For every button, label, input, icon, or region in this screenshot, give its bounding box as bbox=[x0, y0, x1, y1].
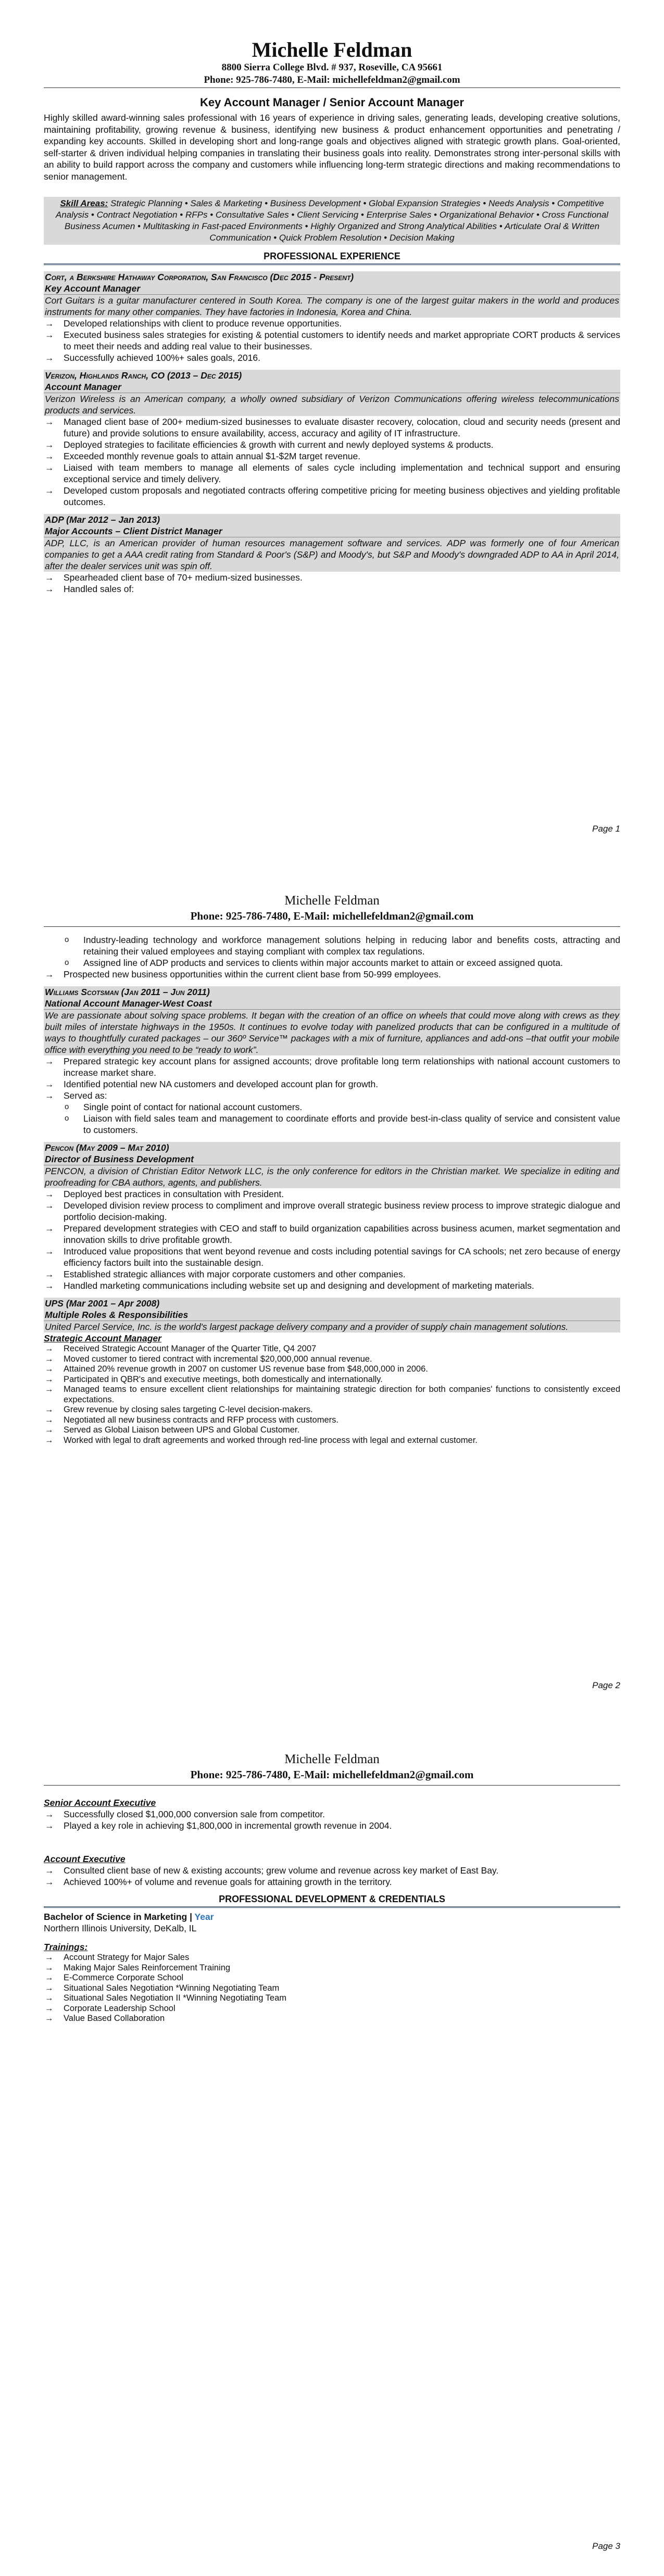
job-header-cort bbox=[44, 271, 620, 294]
list-item: → Prepared development strategies with CEO and staff to build organization capabilities across business acumen, market segmentation and innovation skills to drive profitable growth. bbox=[44, 1223, 620, 1246]
list-item: → Worked with legal to draft agreements and worked through red-line process with legal and external customer. bbox=[44, 1436, 620, 1446]
list-item: → Served as Global Liaison between UPS and Global Customer. bbox=[44, 1425, 620, 1436]
ups-exec-title: Account Executive bbox=[44, 1854, 126, 1864]
list-item: → Developed custom proposals and negotiated contracts offering competitive pricing for meeting business objectives and yielding profitable outcomes. bbox=[44, 485, 620, 508]
job-description-williams: We are passionate about solving space problems. It began with the creation of an office on wheels that could move along with crews as they built miles of interstate highways in the 1950s. It continues to evolve today with panelized products that can be configured in a multitude of ways to thoughtfully curated packages – our 360º Service™ packages with a mix of furniture, appliances and add-ons –that outfit your mobile office with everything you need to be “ready to work”. bbox=[45, 1010, 619, 1055]
job-bullets-verizon bbox=[44, 416, 620, 508]
list-item: o Industry-leading technology and workforce management solutions helping in reducing labor and benefits costs, attracting and retaining their valued employees and staying compliant with complex tax regulations. bbox=[64, 934, 620, 957]
job-company: Williams Scotsman (Jan 2011 – Jun 2011) bbox=[45, 987, 210, 997]
list-item: → Prepared strategic key account plans for assigned accounts; drove profitable long term relationships with national account customers to increase market share. bbox=[44, 1055, 620, 1078]
job-company: Pencon (May 2009 – Mat 2010) bbox=[45, 1142, 169, 1153]
trainings-list bbox=[44, 1953, 620, 2024]
list-item: → Corporate Leadership School bbox=[44, 2004, 620, 2014]
job-role: Multiple Roles & Responsibilities bbox=[45, 1310, 189, 1320]
list-item: → Successfully achieved 100%+ sales goals, 2016. bbox=[44, 352, 620, 363]
job-description-adp: ADP, LLC, is an American provider of human resources management software and services. ADP was formerly one of four American companies to get a AAA credit rating from Standard & Poor's (S&P) and Moody's, but S&P and Moody's downgraded ADP to AA in April 2014, after the dealer services unit was spin off. bbox=[45, 538, 619, 571]
list-item: → Consulted client base of new & existing accounts; grew volume and revenue across key market of East Bay. bbox=[44, 1865, 620, 1876]
list-item: → Introduced value propositions that went beyond revenue and costs including potential savings for CA schools; net zero because of energy efficiency factors built into the sustainable design. bbox=[44, 1246, 620, 1268]
page-3 bbox=[0, 1717, 664, 2576]
page-number: Page 1 bbox=[592, 824, 620, 834]
page-1 bbox=[0, 0, 664, 859]
list-item: → Achieved 100%+ of volume and revenue goals for attaining growth in the territory. bbox=[44, 1876, 620, 1888]
summary-paragraph: Highly skilled award-winning sales professional with 16 years of experience in driving sales, generating leads, developing creative solutions, maintaining profitability, growing revenue & business, identifying new business & product enhancement opportunities and penetrating / expanding key accounts. Skilled in developing short and long-range goals and objectives aligned with strategic growth plans. Goal-oriented, self-starter & driven individual helping companies in translating their business goals into reality. Demonstrates strong inter-personal skills with an ability to build rapport across the company and customers while influencing long-term strategic directions and making recommendations to senior management. bbox=[44, 112, 620, 182]
list-item: → Account Strategy for Major Sales bbox=[44, 1953, 620, 1963]
list-item: → Received Strategic Account Manager of the Quarter Title, Q4 2007 bbox=[44, 1344, 620, 1354]
contact-line: Phone: 925-786-7480, E-Mail: michellefeldman2@gmail.com bbox=[44, 74, 620, 88]
list-item: → Spearheaded client base of 70+ medium-sized businesses. bbox=[44, 572, 620, 583]
skill-areas bbox=[44, 197, 620, 245]
degree-year: Year bbox=[194, 1912, 214, 1922]
page-number: Page 3 bbox=[592, 2541, 620, 2551]
job-company: Verizon, Highlands Ranch, CO (2013 – Dec 2015) bbox=[45, 370, 242, 381]
candidate-name: Michelle Feldman bbox=[284, 1752, 380, 1766]
ups-senior-title: Senior Account Executive bbox=[44, 1798, 156, 1808]
list-item: → Executed business sales strategies for existing & potential customers to identify needs and market appropriate CORT products & services to meet their needs and adding real value to their businesses. bbox=[44, 329, 620, 352]
list-item: → Established strategic alliances with major corporate customers and other companies. bbox=[44, 1268, 620, 1280]
adp-after-bullets bbox=[44, 969, 620, 980]
job-header-williams bbox=[44, 986, 620, 1009]
list-item: → Deployed best practices in consultation with President. bbox=[44, 1188, 620, 1200]
list-item: o Assigned line of ADP products and services to clients within major accounts market to attain or exceed assigned quota. bbox=[64, 957, 620, 969]
list-item: → Identified potential new NA customers and developed account plan for growth. bbox=[44, 1078, 620, 1090]
page-number: Page 2 bbox=[592, 1680, 620, 1690]
list-item: → Handled sales of: bbox=[44, 583, 620, 595]
list-item: → Deployed strategies to facilitate efficiencies & growth with current and newly deployed systems & products. bbox=[44, 439, 620, 450]
skill-areas-label: Skill Areas: bbox=[60, 198, 108, 208]
list-item: → Exceeded monthly revenue goals to attain annual $1-$2M target revenue. bbox=[44, 450, 620, 462]
job-company: UPS (Mar 2001 – Apr 2008) bbox=[45, 1298, 160, 1309]
ups-strategic-title: Strategic Account Manager bbox=[44, 1333, 161, 1343]
list-item: → Situational Sales Negotiation II *Winning Negotiating Team bbox=[44, 1993, 620, 2004]
job-company: Cort, a Berkshire Hathaway Corporation, San Francisco (Dec 2015 - Present) bbox=[45, 272, 354, 282]
job-role: Account Manager bbox=[45, 382, 121, 392]
school: Northern Illinois University, DeKalb, IL bbox=[44, 1923, 197, 1933]
job-header-verizon bbox=[44, 370, 620, 393]
list-item: → Handled marketing communications including website set up and designing and development of marketing materials. bbox=[44, 1280, 620, 1291]
list-item: o Single point of contact for national account customers. bbox=[64, 1101, 620, 1113]
job-bullets-pencon bbox=[44, 1188, 620, 1291]
ups-strategic-bullets bbox=[44, 1344, 620, 1446]
list-item: → Making Major Sales Reinforcement Training bbox=[44, 1963, 620, 1974]
section-heading-education: PROFESSIONAL DEVELOPMENT & CREDENTIALS bbox=[44, 1893, 620, 1908]
list-item: → Grew revenue by closing sales targeting C-level decision-makers. bbox=[44, 1405, 620, 1415]
job-role: Key Account Manager bbox=[45, 283, 141, 294]
williams-sub-bullets bbox=[44, 1101, 620, 1136]
list-item: → Moved customer to tiered contract with incremental $20,000,000 annual revenue. bbox=[44, 1354, 620, 1365]
list-item: → Managed teams to ensure excellent client relationships for maintaining strategic direction for both companies' functions to consistently exceed expectations. bbox=[44, 1385, 620, 1405]
job-header-adp bbox=[44, 514, 620, 537]
contact-line: Phone: 925-786-7480, E-Mail: michellefeldman2@gmail.com bbox=[44, 909, 620, 927]
job-bullets-adp bbox=[44, 572, 620, 595]
headline: Key Account Manager / Senior Account Manager bbox=[200, 96, 464, 109]
list-item: → Managed client base of 200+ medium-sized businesses to evaluate disaster recovery, colocation, cloud and security needs (present and future) and provide solutions to ensure availability, access, accuracy and agility of IT infrastructure. bbox=[44, 416, 620, 439]
skill-areas-text: Strategic Planning • Sales & Marketing • Business Development • Global Expansion Strategies • Needs Analysis • Competitive Analysis • Contract Negotiation • RFPs • Consultative Sales • Client Servicing • Enterprise Sales • Organizational Behavior • Cross Functional Business Acumen • Multitasking in Fast-paced Environments • Highly Organized and Strong Analytical Abilities • Articulate Oral & Written Communication • Quick Problem Resolution • Decision Making bbox=[55, 198, 609, 243]
list-item: → E-Commerce Corporate School bbox=[44, 1973, 620, 1983]
job-role: Director of Business Development bbox=[45, 1154, 194, 1164]
ups-exec-bullets bbox=[44, 1865, 620, 1888]
page-2 bbox=[0, 859, 664, 1717]
job-header-ups bbox=[44, 1298, 620, 1321]
section-heading-experience: PROFESSIONAL EXPERIENCE bbox=[44, 250, 620, 265]
degree-line bbox=[44, 1911, 620, 1922]
list-item: → Value Based Collaboration bbox=[44, 2014, 620, 2024]
job-role: Major Accounts – Client District Manager bbox=[45, 526, 222, 536]
list-item: → Attained 20% revenue growth in 2007 on customer US revenue base from $48,000,000 in 2006. bbox=[44, 1364, 620, 1375]
job-company: ADP (Mar 2012 – Jan 2013) bbox=[45, 514, 160, 525]
job-header-pencon bbox=[44, 1142, 620, 1165]
list-item: → Negotiated all new business contracts and RFP process with customers. bbox=[44, 1415, 620, 1426]
ups-senior-bullets bbox=[44, 1808, 620, 1831]
contact-line: Phone: 925-786-7480, E-Mail: michellefeldman2@gmail.com bbox=[44, 1767, 620, 1786]
job-description-cort: Cort Guitars is a guitar manufacturer centered in South Korea. The company is one of the largest guitar makers in the world and produces instruments for many other companies. They have factories in Indonesia, Korea and China. bbox=[45, 295, 619, 317]
job-bullets-williams bbox=[44, 1055, 620, 1101]
job-bullets-cort bbox=[44, 318, 620, 363]
job-description-pencon: PENCON, a division of Christian Editor Network LLC, is the only conference for editors in the Christian market. We specialize in editing and proofreading for CBA authors, agents, and publishers. bbox=[45, 1166, 619, 1188]
list-item: → Liaised with team members to manage all elements of sales cycle including implementation and technical support and ensuring exceptional service and timely delivery. bbox=[44, 462, 620, 485]
list-item: → Played a key role in achieving $1,800,000 in incremental growth revenue in 2004. bbox=[44, 1820, 620, 1831]
list-item: → Developed division review process to compliment and improve overall strategic business review process to improve strategic dialogue and portfolio decision-making. bbox=[44, 1200, 620, 1223]
list-item: → Prospected new business opportunities within the current client base from 50-999 employees. bbox=[44, 969, 620, 980]
candidate-name: Michelle Feldman bbox=[252, 38, 412, 61]
job-description-verizon: Verizon Wireless is an American company, a wholly owned subsidiary of Verizon Communications offering wireless telecommunications products and services. bbox=[45, 394, 619, 416]
adp-sub-bullets bbox=[44, 934, 620, 969]
list-item: o Liaison with field sales team and management to coordinate efforts and provide best-in-class quality of service and consistent value to customers. bbox=[64, 1113, 620, 1136]
list-item: → Developed relationships with client to produce revenue opportunities. bbox=[44, 318, 620, 329]
list-item: → Successfully closed $1,000,000 conversion sale from competitor. bbox=[44, 1808, 620, 1820]
trainings-title: Trainings: bbox=[44, 1942, 88, 1952]
degree: Bachelor of Science in Marketing | bbox=[44, 1912, 195, 1922]
list-item: → Situational Sales Negotiation *Winning Negotiating Team bbox=[44, 1983, 620, 1994]
list-item: → Participated in QBR's and executive meetings, both domestically and internationally. bbox=[44, 1375, 620, 1385]
job-role: National Account Manager-West Coast bbox=[45, 998, 212, 1009]
candidate-name: Michelle Feldman bbox=[284, 894, 380, 908]
address: 8800 Sierra College Blvd. # 937, Roseville, CA 95661 bbox=[221, 62, 443, 73]
job-description-ups: United Parcel Service, Inc. is the world's largest package delivery company and a provider of supply chain management solutions. bbox=[44, 1321, 620, 1333]
list-item: → Served as: bbox=[44, 1090, 620, 1101]
